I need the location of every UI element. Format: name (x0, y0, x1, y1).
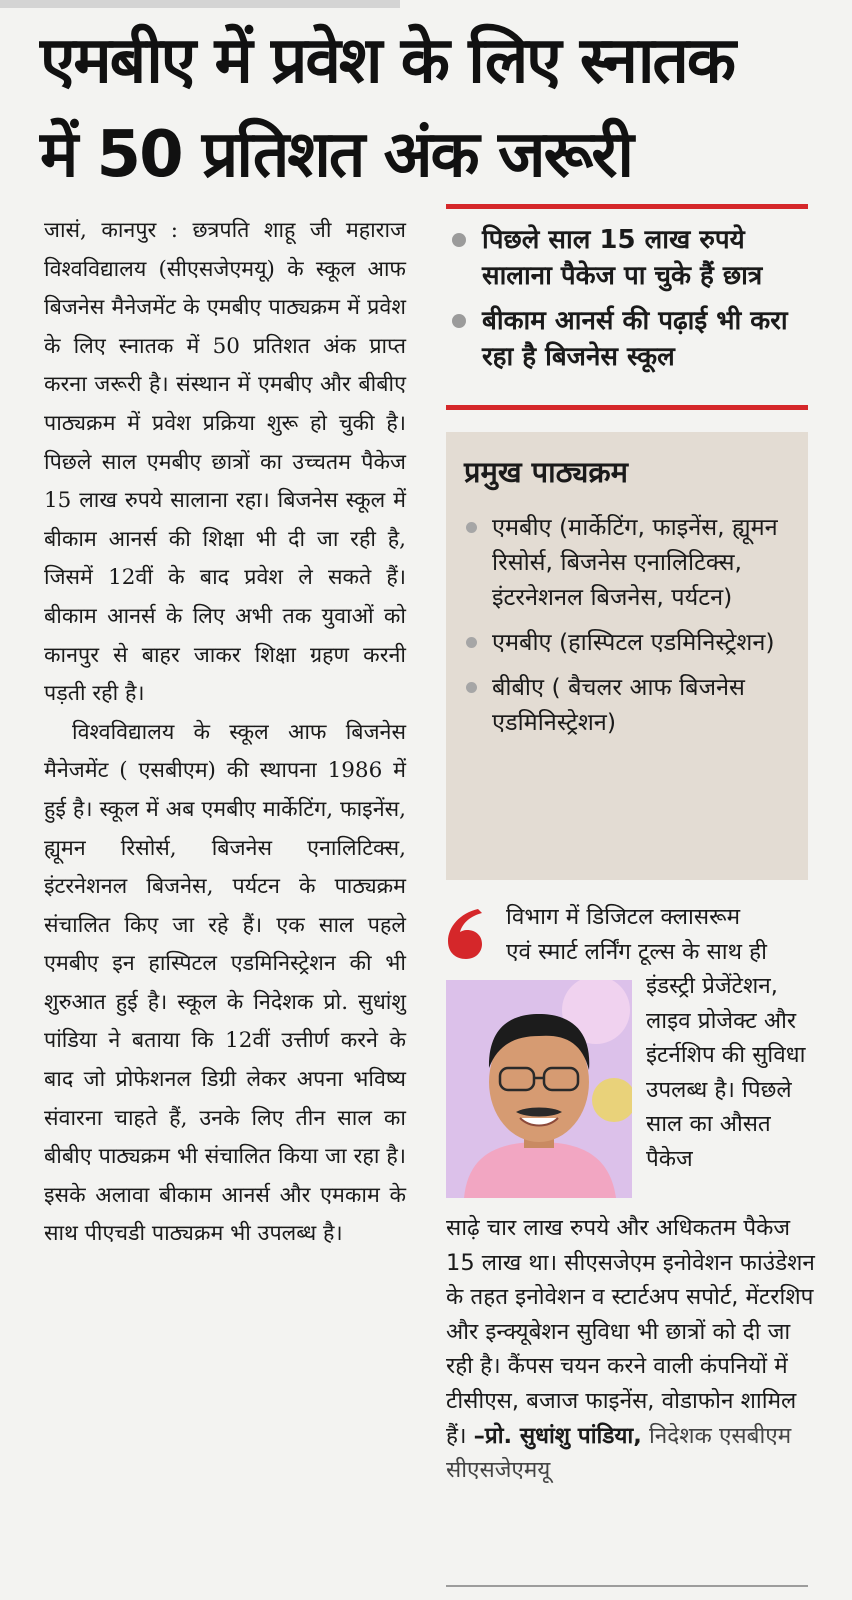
bottom-rule (446, 1585, 808, 1587)
article-paragraph-1: जासं, कानपुर : छत्रपति शाहू जी महाराज विश्वविद्यालय (सीएसजेएमयू) के स्कूल आफ बिजनेस मैनेजमेंट के एमबीए पाठ्यक्रम में प्रवेश के लिए स्नातक में 50 प्रतिशत अंक प्राप्त करना जरूरी है। संस्थान में एमबीए और बीबीए पाठ्यक्रम में प्रवेश प्रक्रिया शुरू हो चुकी है। पिछले साल एमबीए छात्रों का उच्चतम पैकेज 15 लाख रुपये सालाना रहा। बिजनेस स्कूल में बीकाम आनर्स की शिक्षा भी दी जा रही है, जिसमें 12वीं के बाद प्रवेश ले सकते हैं। बीकाम आनर्स के लिए अभी तक युवाओं को कानपुर से बाहर जाकर शिक्षा ग्रहण करनी पड़ती रही है। (44, 218, 406, 707)
bullet-icon (452, 233, 466, 247)
quote-beside-photo: इंडस्ट्री प्रेजेंटेशन, लाइव प्रोजेक्ट और इंटर्नशिप की सुविधा उपलब्ध है। पिछले साल का औसत पैकेज (646, 973, 806, 1172)
bullet-icon (466, 682, 477, 693)
highlights-bottom-rule (446, 405, 808, 410)
courses-box (446, 432, 808, 880)
courses-list (464, 510, 794, 750)
quote-mark-icon (444, 907, 492, 961)
highlights-top-rule (446, 204, 808, 209)
quote-credit-title: निदेशक एसबीएम सीएसजेएमयू (446, 1422, 792, 1484)
course-item (464, 670, 794, 740)
course-item (464, 625, 794, 660)
quote-intro (506, 900, 811, 969)
course-text: एमबीए (हास्पिटल एडमिनिस्ट्रेशन) (492, 628, 775, 656)
course-text: बीबीए ( बैचलर आफ बिजनेस एडमिनिस्ट्रेशन) (492, 673, 745, 736)
top-scan-bar (0, 0, 400, 8)
bullet-icon (466, 522, 477, 533)
article-body (44, 212, 406, 1254)
course-item (464, 510, 794, 615)
quote-credit-name: –प्रो. सुधांशु पांडिया, (473, 1422, 642, 1449)
director-photo (446, 980, 632, 1198)
highlight-item (446, 222, 808, 294)
bullet-icon (452, 314, 466, 328)
quote-line-1: विभाग में डिजिटल क्लासरूम (506, 904, 741, 930)
article-paragraph-2: विश्वविद्यालय के स्कूल आफ बिजनेस मैनेजमेंट ( एसबीएम) की स्थापना 1986 में हुई है। स्कूल में अब एमबीए मार्केटिंग, फाइनेंस, ह्यूमन रिसोर्स, बिजनेस एनालिटिक्स, इंटरनेशनल बिजनेस, पर्यटन के पाठ्यक्रम संचालित किए जा रहे हैं। एक साल पहले एमबीए इन हास्पिटल एडमिनिस्ट्रेशन की भी शुरुआत हुई है। स्कूल के निदेशक प्रो. सुधांशु पांडिया ने बताया कि 12वीं उत्तीर्ण करने के बाद जो प्रोफेशनल डिग्री लेकर अपना भविष्य संवारना चाहते हैं, उनके लिए तीन साल का बीबीए पाठ्यक्रम भी संचालित किया जा रहा है। इसके अलावा बीकाम आनर्स और एमकाम के साथ पीएचडी पाठ्यक्रम भी उपलब्ध है। (44, 719, 406, 1247)
highlight-item (446, 303, 808, 375)
course-text: एमबीए (मार्केटिंग, फाइनेंस, ह्यूमन रिसोर्स, बिजनेस एनालिटिक्स, इंटरनेशनल बिजनेस, पर्यटन) (492, 513, 778, 611)
headline-line-1: एमबीए में प्रवेश के लिए स्नातक (40, 24, 735, 98)
portrait-icon (446, 980, 632, 1198)
headline (40, 14, 840, 202)
courses-title: प्रमुख पाठ्यक्रम (464, 455, 628, 489)
quote-full-text: साढ़े चार लाख रुपये और अधिकतम पैकेज 15 लाख था। सीएसजेएम इनोवेशन फाउंडेशन के तहत इनोवेशन व स्टार्टअप सपोर्ट, मेंटरशिप और इन्क्यूबेशन सुविधा भी छात्रों को दी जा रही है। कैंपस चयन करने वाली कंपनियों में टीसीएस, बजाज फाइनेंस, वोडाफोन शामिल हैं। (446, 1215, 815, 1449)
bullet-icon (466, 637, 477, 648)
highlight-text: बीकाम आनर्स की पढ़ाई भी करा रहा है बिजनेस स्कूल (482, 306, 788, 372)
headline-line-2: में 50 प्रतिशत अंक जरूरी (40, 118, 632, 192)
quote-continued (446, 1211, 816, 1488)
highlights-list (446, 222, 808, 384)
highlight-text: पिछले साल 15 लाख रुपये सालाना पैकेज पा चुके हैं छात्र (482, 225, 763, 291)
quote-line-2: एवं स्मार्ट लर्निंग टूल्स के साथ ही (506, 938, 767, 965)
